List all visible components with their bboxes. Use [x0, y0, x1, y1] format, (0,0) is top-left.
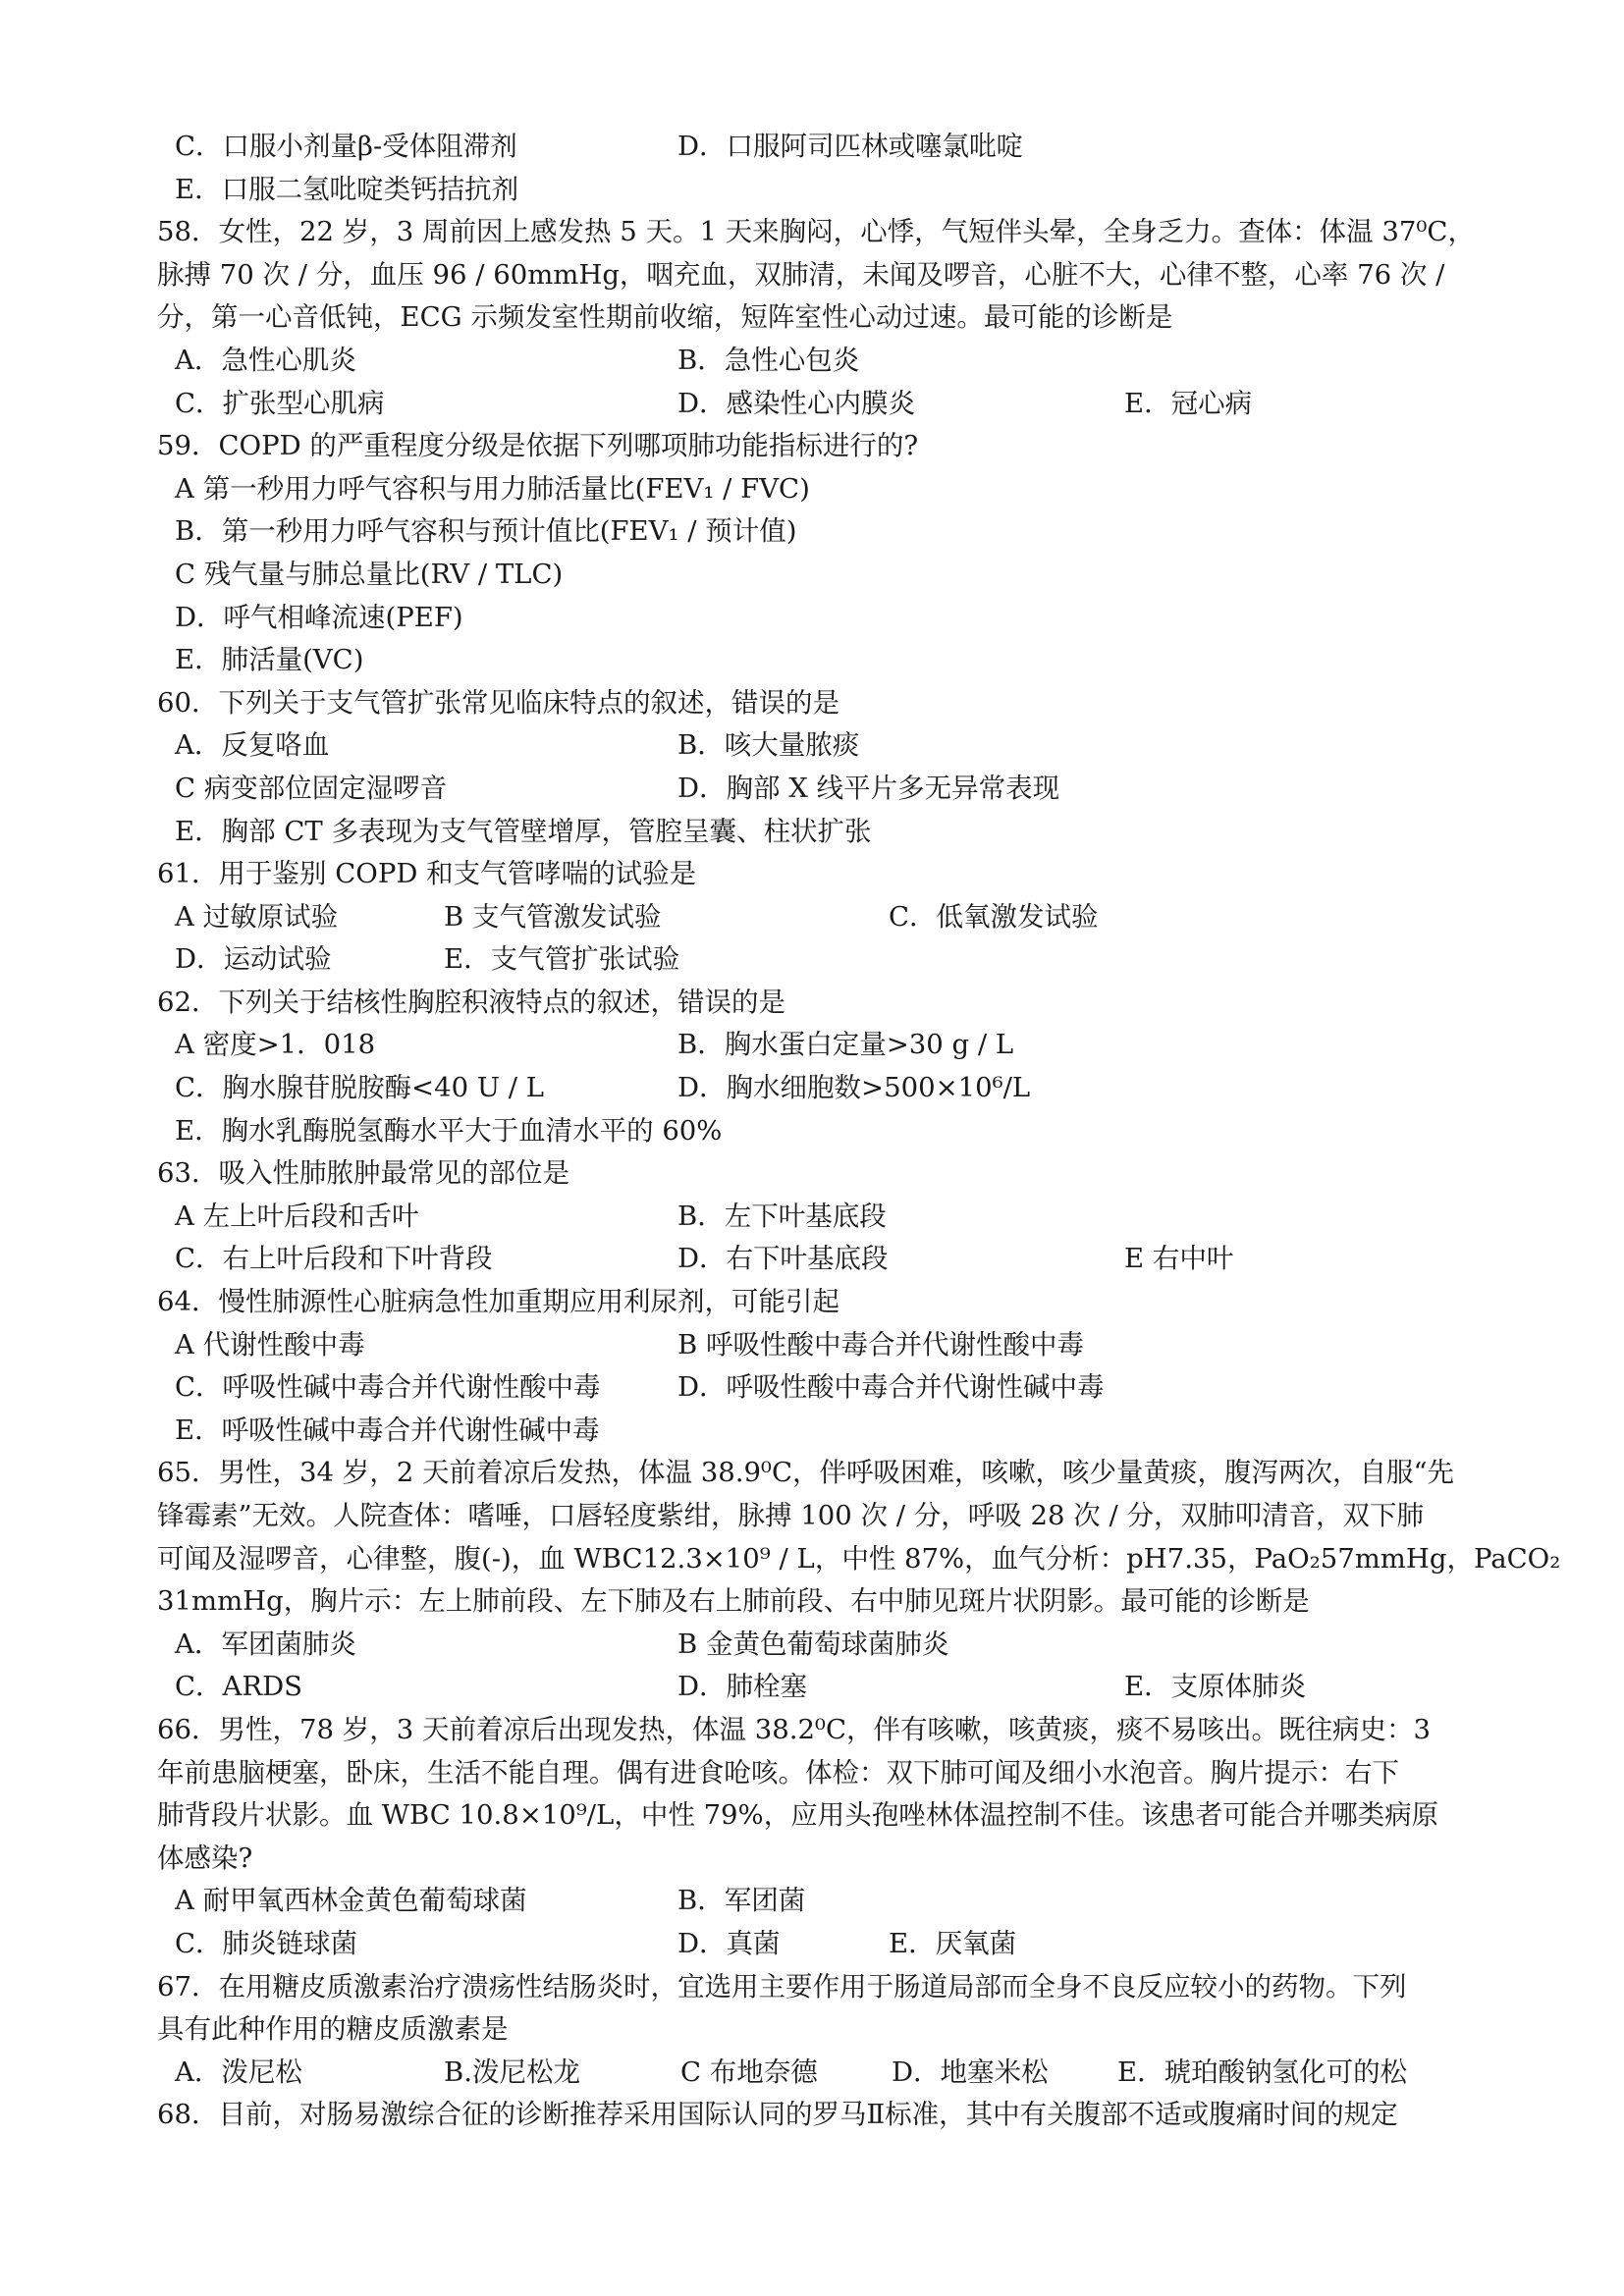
option-c: C．肺炎链球菌: [175, 1927, 358, 1959]
stem-line: 61．用于鉴别 COPD 和支气管哮喘的试验是: [157, 858, 697, 890]
option-row: [157, 383, 1483, 426]
option-row: [157, 1624, 1483, 1667]
stem-line: 59．COPD 的严重程度分级是依据下列哪项肺功能指标进行的?: [157, 430, 919, 462]
stem-line: 62．下列关于结核性胸腔积液特点的叙述，错误的是: [157, 986, 785, 1018]
option-d: D．肺栓塞: [677, 1671, 808, 1703]
option-row: [157, 639, 1483, 682]
option-row: [157, 1923, 1483, 1966]
option-b: B 支气管激发试验: [444, 900, 662, 933]
stem-line: 60．下列关于支气管扩张常见临床特点的叙述，错误的是: [157, 686, 839, 719]
option-row: [157, 768, 1483, 811]
question-60-stem: [157, 682, 1483, 725]
option-e: E．琥珀酸钠氢化可的松: [1117, 2056, 1408, 2088]
option-c: C．ARDS: [175, 1671, 302, 1703]
option-row: [157, 1238, 1483, 1281]
option-d: D．口服阿司匹林或噻氯吡啶: [677, 131, 1024, 162]
option-d: D．地塞米松: [892, 2056, 1049, 2088]
option-row: [157, 1666, 1483, 1709]
option-row: [157, 938, 1483, 982]
stem-line: 68．目前，对肠易激综合征的诊断推荐采用国际认同的罗马Ⅱ标准，其中有关腹部不适或腹痛时间的规定: [157, 2099, 1398, 2131]
option-d: D．呼吸性酸中毒合并代谢性碱中毒: [677, 1371, 1105, 1404]
option-e: E．呼吸性碱中毒合并代谢性碱中毒: [175, 1414, 600, 1446]
option-a: A 密度>1．018: [175, 1029, 376, 1061]
option-a: A 第一秒用力呼气容积与用力肺活量比(FEV₁ / FVC): [175, 472, 810, 505]
option-e: E．厌氧菌: [889, 1927, 1017, 1959]
question-62-stem: [157, 982, 1483, 1025]
stem-line: 67．在用糖皮质激素治疗溃疡性结肠炎时，宜选用主要作用于肠道局部而全身不良反应较小的药物。下列: [157, 1970, 1407, 2002]
stem-line: 脉搏 70 次 / 分，血压 96 / 60mmHg，咽充血，双肺清，未闻及啰音，心脏不大，心律不整，心率 76 次 /: [157, 258, 1445, 291]
option-a: A 左上叶后段和舌叶: [175, 1200, 419, 1232]
option-row: [157, 896, 1483, 939]
option-row: [157, 510, 1483, 554]
option-c: C．口服小剂量β-受体阻滞剂: [175, 131, 517, 162]
question-59-stem: [157, 425, 1483, 468]
option-row: [157, 1067, 1483, 1110]
stem-line: 63．吸入性肺脓肿最常见的部位是: [157, 1157, 569, 1190]
option-b: B.泼尼松龙: [444, 2056, 580, 2088]
option-a: A．泼尼松: [175, 2056, 302, 2088]
stem-line: 肺背段片状影。血 WBC 10.8×10⁹/L，中性 79%，应用头孢唑林体温控制不佳。该患者可能合并哪类病原: [157, 1799, 1439, 1832]
question-63-stem: [157, 1152, 1483, 1196]
option-row: [157, 597, 1483, 640]
option-row: [157, 1024, 1483, 1067]
option-e: E．胸水乳酶脱氢酶水平大于血清水平的 60%: [175, 1114, 723, 1147]
option-c: C 残气量与肺总量比(RV / TLC): [175, 558, 564, 590]
question-61-stem: [157, 853, 1483, 896]
option-e: E．冠心病: [1124, 387, 1253, 419]
option-row: [157, 1110, 1483, 1153]
option-c: C．低氧激发试验: [889, 900, 1099, 933]
option-e: E．支原体肺炎: [1124, 1671, 1307, 1703]
exam-page: [157, 126, 1561, 2137]
option-d: D．感染性心内膜炎: [677, 387, 916, 419]
stem-line: 65．男性，34 岁，2 天前着凉后发热，体温 38.9⁰C，伴呼吸困难，咳嗽，咳少量黄痰，腹泻两次，自服“先: [157, 1457, 1455, 1489]
option-row: [157, 554, 1483, 597]
option-row: [157, 724, 1483, 768]
option-e: E 右中叶: [1124, 1243, 1234, 1275]
option-b: B 金黄色葡萄球菌肺炎: [677, 1628, 949, 1660]
option-c: C 病变部位固定湿啰音: [175, 772, 448, 804]
option-b: B．左下叶基底段: [677, 1200, 887, 1232]
stem-line: 锋霉素”无效。人院查体：嗜唾，口唇轻度紫绀，脉搏 100 次 / 分，呼吸 28 次 / 分，双肺叩清音，双下肺: [157, 1500, 1424, 1531]
question-65-stem: [157, 1452, 1561, 1623]
stem-line: 66．男性，78 岁，3 天前着凉后出现发热，体温 38.2⁰C，伴有咳嗽，咳黄痰，痰不易咳出。既往病史：3: [157, 1713, 1431, 1745]
option-a: A 过敏原试验: [175, 900, 339, 933]
option-c: C．右上叶后段和下叶背段: [175, 1243, 493, 1275]
option-a: A．急性心肌炎: [175, 344, 356, 376]
option-a: A 代谢性酸中毒: [175, 1328, 365, 1361]
question-64-stem: [157, 1281, 1483, 1324]
option-row: [157, 811, 1483, 854]
option-row: [157, 2052, 1483, 2095]
stem-line: 58．女性，22 岁，3 周前因上感发热 5 天。1 天来胸闷，心悸，气短伴头晕，全身乏力。查体：体温 37⁰C，: [157, 216, 1475, 248]
option-d: D．真菌: [677, 1927, 781, 1959]
option-c: C．胸水腺苷脱胺酶<40 U / L: [175, 1072, 545, 1104]
option-d: D．胸部 X 线平片多无异常表现: [677, 772, 1060, 804]
option-c: C．呼吸性碱中毒合并代谢性酸中毒: [175, 1371, 601, 1404]
option-d: D．胸水细胞数>500×10⁶/L: [677, 1072, 1031, 1104]
option-b: B 呼吸性酸中毒合并代谢性酸中毒: [677, 1328, 1084, 1361]
option-row: [157, 1324, 1483, 1367]
option-b: B．第一秒用力呼气容积与预计值比(FEV₁ / 预计值): [175, 515, 797, 548]
option-row: [157, 1410, 1483, 1453]
option-e: E．胸部 CT 多表现为支气管壁增厚，管腔呈囊、柱状扩张: [175, 815, 872, 847]
option-a: A．反复咯血: [175, 729, 330, 762]
option-c: C 布地奈德: [680, 2056, 818, 2088]
option-e: E．支气管扩张试验: [444, 943, 680, 976]
question-66-stem: [157, 1709, 1483, 1880]
question-58-stem: [157, 211, 1483, 340]
option-row: [157, 340, 1483, 383]
option-e: E．肺活量(VC): [175, 644, 364, 676]
stem-line: 可闻及湿啰音，心律整，腹(-)，血 WBC12.3×10⁹ / L，中性 87%，血气分析：pH7.35，PaO₂57mmHg，PaCO₂: [157, 1542, 1561, 1575]
option-row: [157, 1196, 1483, 1239]
option-a: A．军团菌肺炎: [175, 1628, 356, 1660]
option-d: D．右下叶基底段: [677, 1243, 889, 1275]
stem-line: 64．慢性肺源性心脏病急性加重期应用利尿剂，可能引起: [157, 1286, 839, 1318]
question-68-stem: [157, 2094, 1483, 2137]
option-row: [157, 1880, 1483, 1923]
option-row: [157, 169, 1483, 212]
option-c: C．扩张型心肌病: [175, 387, 385, 419]
stem-line: 具有此种作用的糖皮质激素是: [157, 2013, 509, 2046]
option-b: B．急性心包炎: [677, 344, 860, 376]
stem-line: 31mmHg，胸片示：左上肺前段、左下肺及右上肺前段、右中肺见斑片状阴影。最可能的诊断是: [157, 1585, 1310, 1618]
stem-line: 分，第一心音低钝，ECG 示频发室性期前收缩，短阵室性心动过速。最可能的诊断是: [157, 301, 1173, 334]
option-d: D．运动试验: [175, 943, 332, 976]
option-b: B．胸水蛋白定量>30 g / L: [677, 1029, 1014, 1061]
option-row: [157, 1366, 1483, 1410]
option-d: D．呼气相峰流速(PEF): [175, 601, 463, 633]
option-a: A 耐甲氧西林金黄色葡萄球菌: [175, 1885, 527, 1917]
stem-line: 年前患脑梗塞，卧床，生活不能自理。偶有进食呛咳。体检：双下肺可闻及细小水泡音。胸片提示：右下: [157, 1756, 1399, 1789]
option-b: B．军团菌: [677, 1885, 806, 1917]
option-row: [157, 468, 1483, 511]
stem-line: 体感染?: [157, 1842, 253, 1874]
option-e: E．口服二氢吡啶类钙拮抗剂: [175, 173, 519, 205]
option-row: [157, 126, 1483, 169]
option-b: B．咳大量脓痰: [677, 729, 860, 762]
question-67-stem: [157, 1966, 1483, 2052]
